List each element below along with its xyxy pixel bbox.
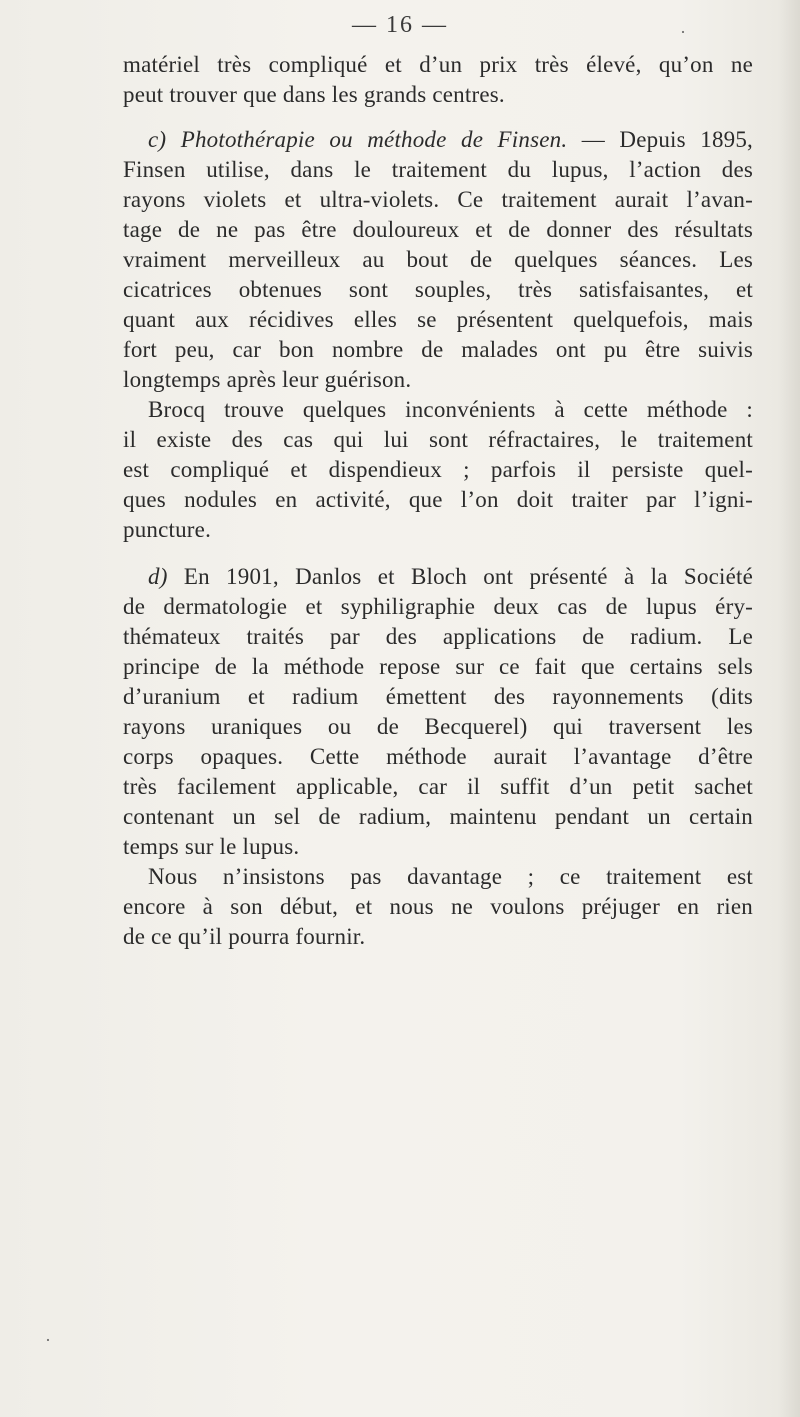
section-heading-line [148, 125, 753, 155]
text-line: fort peu, car bon nombre de malades ont pu être suivis [123, 337, 753, 362]
scan-speck: · [680, 22, 686, 42]
text-line: d’uranium et radium émettent des rayonnements (dits [123, 684, 753, 709]
page-edge-shadow [778, 0, 800, 1417]
text-line: puncture. [123, 517, 212, 542]
text-line: encore à son début, et nous ne voulons préjuger en rien [123, 894, 753, 919]
text-line: rayons violets et ultra-violets. Ce traitement aurait l’avan- [123, 187, 753, 212]
text-line: cicatrices obtenues sont souples, très satisfaisantes, et [123, 277, 753, 302]
text-line: Finsen utilise, dans le traitement du lupus, l’action des [123, 157, 753, 182]
section-heading-line [148, 562, 753, 592]
text-line: tage de ne pas être douloureux et de donner des résultats [123, 217, 753, 242]
text-line: Brocq trouve quelques inconvénients à cette méthode : [148, 397, 753, 422]
section-heading-d: d) [148, 564, 168, 589]
text-line: de ce qu’il pourra fournir. [123, 924, 366, 949]
text-line: longtemps après leur guérison. [123, 367, 412, 392]
text-line: corps opaques. Cette méthode aurait l’avantage d’être [123, 744, 753, 769]
text-line: très facilement applicable, car il suffit d’un petit sachet [123, 774, 753, 799]
scan-speck: · [45, 1330, 51, 1350]
section-heading-c: c) Photothérapie ou méthode de Finsen. [148, 127, 568, 152]
text-line: principe de la méthode repose sur ce fait que certains sels [123, 654, 753, 679]
text-fragment: En 1901, Danlos et Bloch ont présenté à la Société [167, 564, 753, 589]
text-line: vraiment merveilleux au bout de quelques séances. Les [123, 247, 753, 272]
text-fragment: — Depuis 1895, [567, 127, 753, 152]
text-line: thémateux traités par des applications de radium. Le [123, 624, 753, 649]
text-line: temps sur le lupus. [123, 834, 300, 859]
text-line: de dermatologie et syphiligraphie deux cas de lupus éry- [123, 594, 753, 619]
text-line: ques nodules en activité, que l’on doit traiter par l’igni- [123, 487, 753, 512]
text-line: il existe des cas qui lui sont réfractaires, le traitement [123, 427, 753, 452]
text-line: quant aux récidives elles se présentent quelquefois, mais [123, 307, 753, 332]
text-line: contenant un sel de radium, maintenu pendant un certain [123, 804, 753, 829]
text-line: peut trouver que dans les grands centres. [123, 82, 505, 107]
text-line: matériel très compliqué et d’un prix très élevé, qu’on ne [123, 52, 753, 77]
text-line: rayons uraniques ou de Becquerel) qui traversent les [123, 714, 753, 739]
text-line: Nous n’insistons pas davantage ; ce traitement est [148, 864, 753, 889]
page-number: — 16 — [352, 12, 448, 38]
text-line: est compliqué et dispendieux ; parfois il persiste quel- [123, 457, 753, 482]
